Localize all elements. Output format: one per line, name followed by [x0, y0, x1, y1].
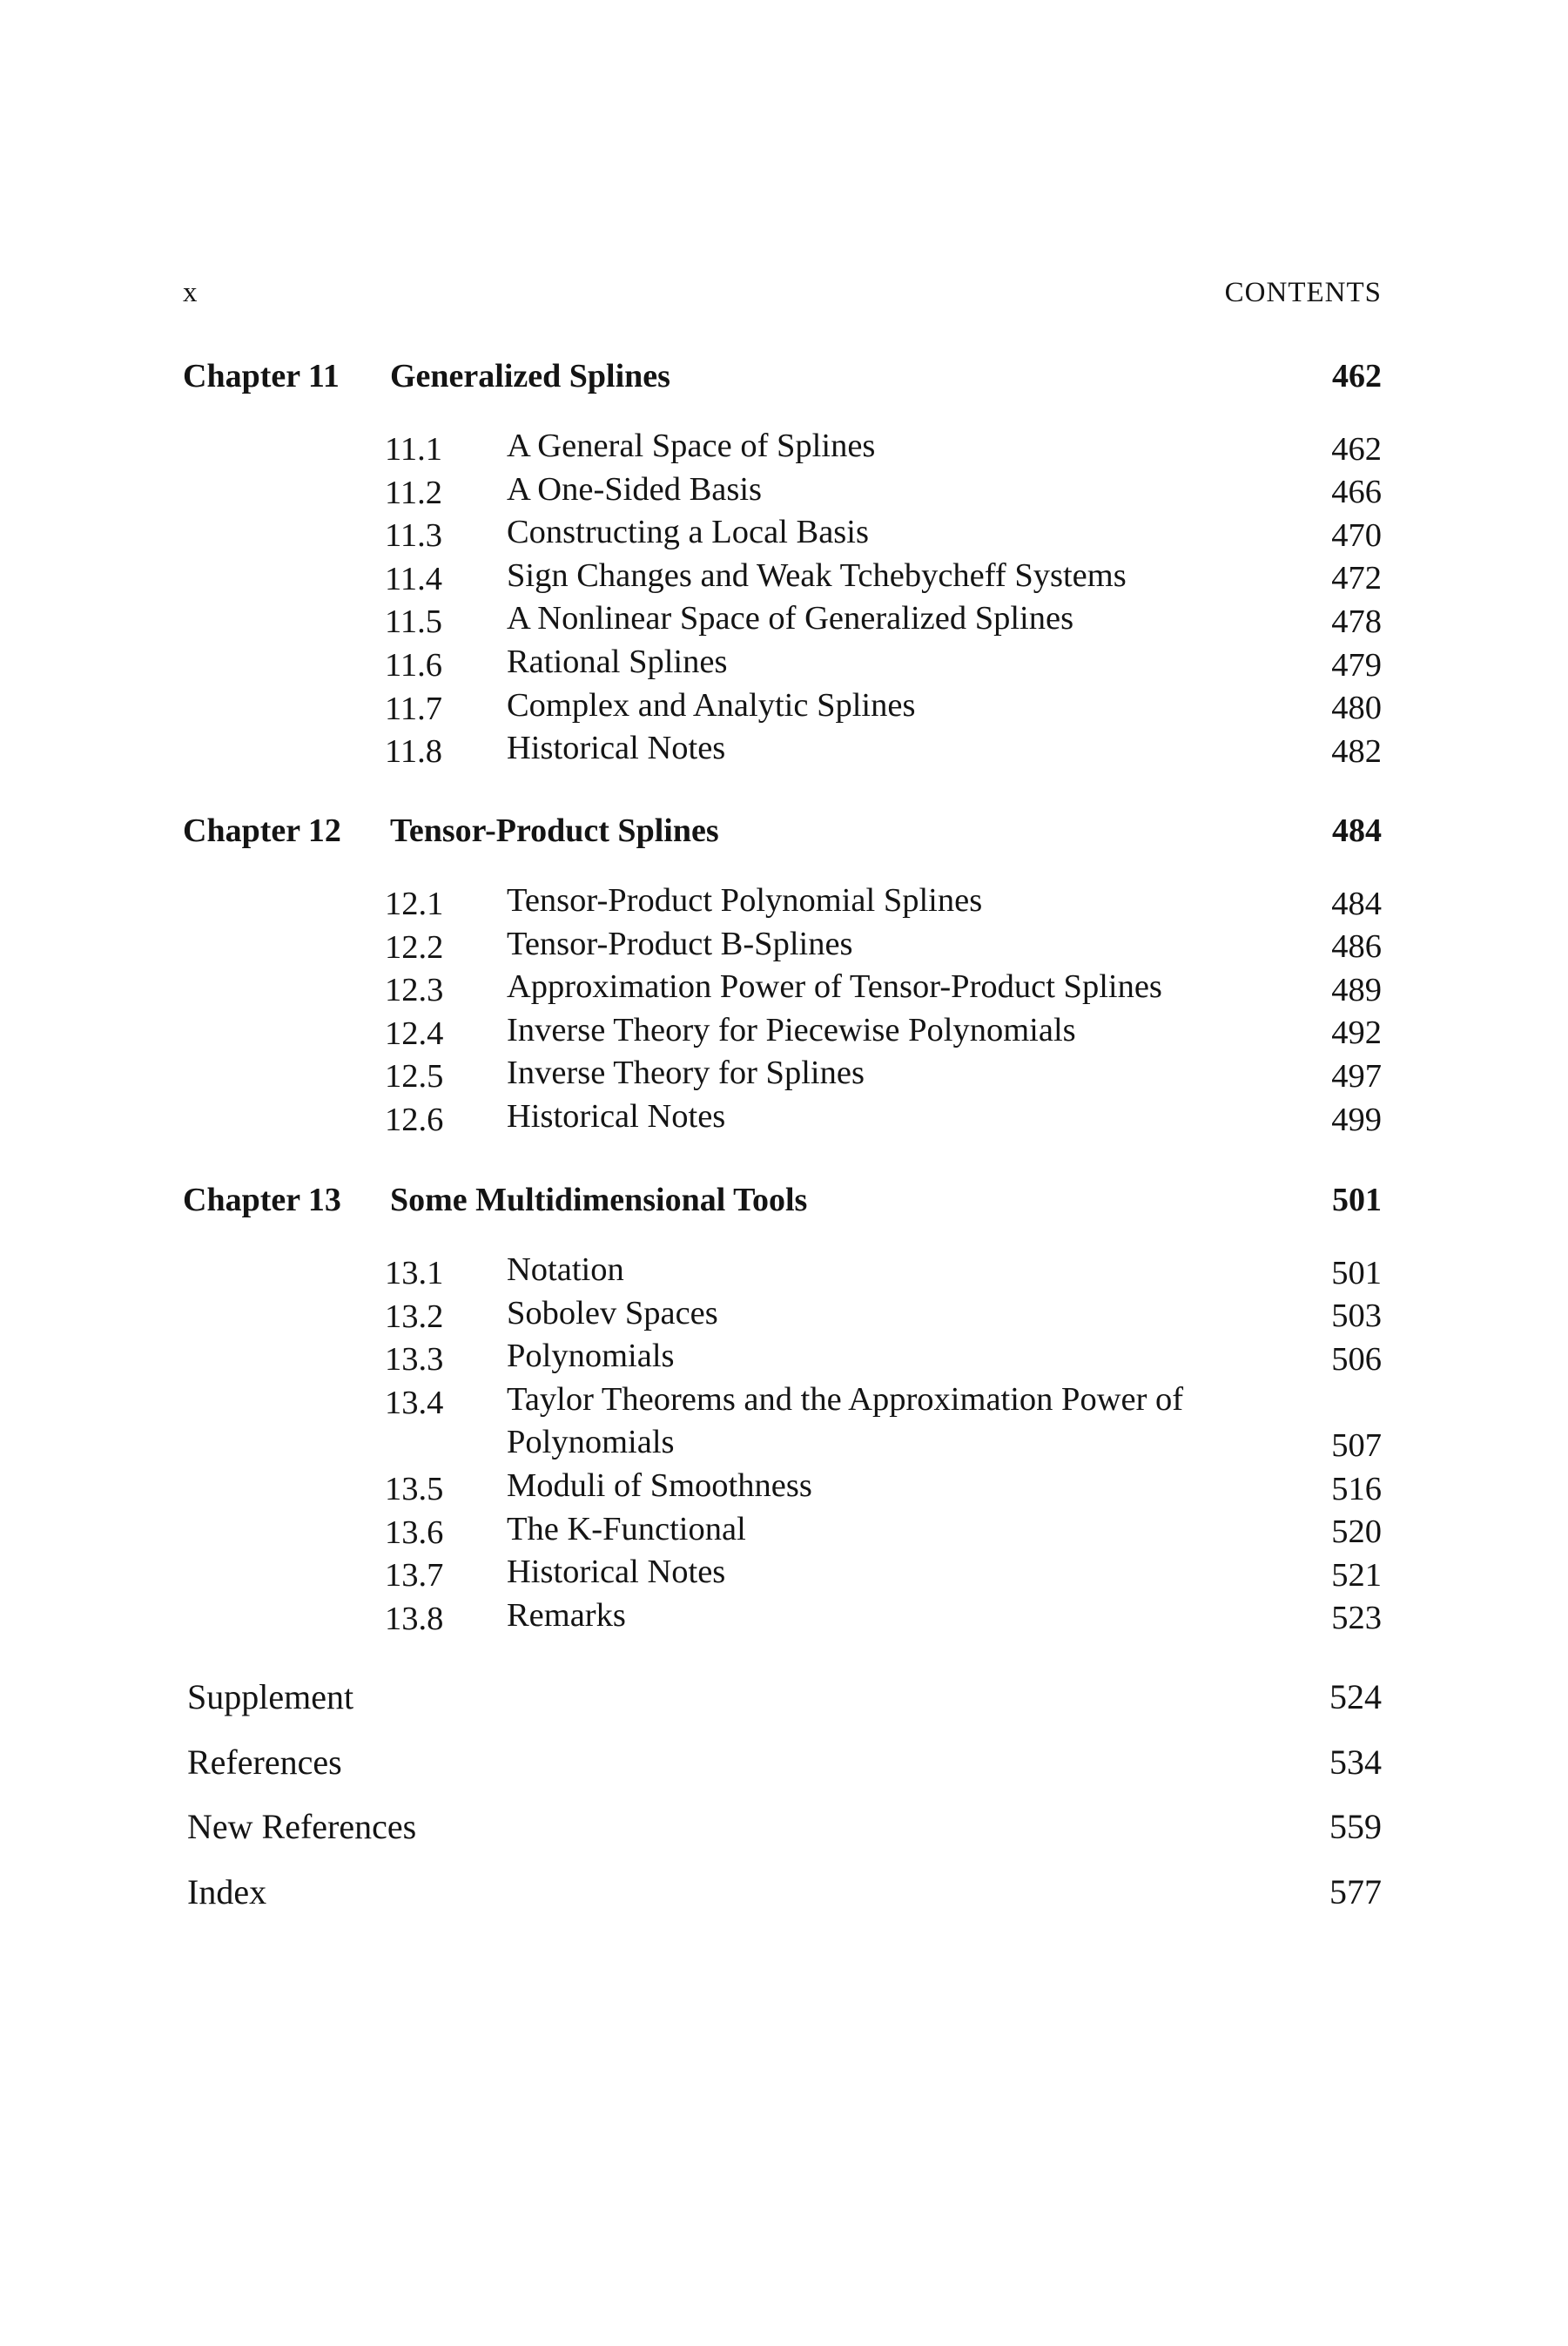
section-page-number: 486: [1331, 928, 1382, 966]
section-entry: [183, 1251, 1382, 1298]
section-number: 12.6: [385, 1101, 444, 1138]
section-page-number: 499: [1331, 1101, 1382, 1138]
section-number: 13.7: [385, 1557, 444, 1594]
section-entry: [183, 1057, 1382, 1101]
section-number: 11.1: [385, 431, 442, 468]
section-list: [183, 882, 1382, 1144]
section-entry: [183, 1294, 1382, 1341]
section-entry: [183, 1380, 1382, 1470]
section-number: 13.8: [385, 1600, 444, 1637]
chapter-page-number: 501: [1332, 1182, 1382, 1218]
section-number: 12.2: [385, 928, 444, 966]
section-title: Taylor Theorems and the Approximation Power of Polynomials: [507, 1380, 1184, 1461]
chapter-page-number: 484: [1332, 812, 1382, 849]
section-number: 13.2: [385, 1298, 444, 1335]
back-matter-label: Index: [187, 1871, 267, 1911]
section-entry: [183, 686, 1382, 733]
section-title: Inverse Theory for Piecewise Polynomials: [507, 1011, 1076, 1048]
section-title: Historical Notes: [507, 1554, 726, 1591]
section-title: Tensor-Product B-Splines: [507, 925, 853, 962]
section-page-number: 523: [1331, 1600, 1382, 1637]
section-title: Sobolev Spaces: [507, 1294, 718, 1331]
section-entry: [183, 968, 1382, 1015]
section-title: Moduli of Smoothness: [507, 1466, 812, 1504]
section-title: Approximation Power of Tensor-Product Splines: [507, 968, 1162, 1006]
section-page-number: 466: [1331, 474, 1382, 511]
section-number: 12.1: [385, 886, 444, 922]
back-matter-label: Supplement: [187, 1677, 354, 1716]
section-number: 11.6: [385, 646, 442, 684]
chapter-page-number: 462: [1332, 358, 1382, 394]
section-number: 11.3: [385, 517, 442, 555]
section-entry: [183, 1466, 1382, 1513]
section-number: 13.6: [385, 1513, 444, 1551]
section-title: Rational Splines: [507, 643, 728, 680]
section-number: 13.4: [385, 1384, 444, 1421]
section-entry: [183, 732, 1382, 776]
chapter-11-entry: [183, 357, 1382, 776]
section-title: A One-Sided Basis: [507, 470, 763, 508]
running-title: CONTENTS: [1224, 277, 1382, 308]
section-entry: [183, 1556, 1382, 1600]
section-list: [183, 1251, 1382, 1642]
back-matter-entry: [187, 1806, 1382, 1871]
chapter-title: Some Multidimensional Tools: [390, 1182, 808, 1218]
chapter-heading: [183, 812, 1382, 864]
back-matter-label: References: [187, 1742, 342, 1782]
section-entry: [183, 925, 1382, 972]
section-list: [183, 430, 1382, 776]
section-entry: [183, 1097, 1382, 1144]
section-page-number: 479: [1331, 646, 1382, 684]
back-matter-page-number: 577: [1329, 1871, 1382, 1911]
section-number: 11.7: [385, 690, 442, 727]
section-entry: [183, 430, 1382, 474]
section-entry: [183, 556, 1382, 603]
section-title: Historical Notes: [507, 1097, 726, 1135]
section-page-number: 501: [1331, 1254, 1382, 1291]
section-number: 13.5: [385, 1470, 444, 1507]
section-entry: [183, 600, 1382, 646]
chapter-label: Chapter 12: [183, 812, 341, 849]
section-number: 12.5: [385, 1058, 444, 1095]
section-title: A Nonlinear Space of Generalized Splines: [507, 600, 1074, 637]
chapter-heading: [183, 357, 1382, 409]
section-entry: [183, 1340, 1382, 1384]
section-title: The K-Functional: [507, 1510, 746, 1547]
section-page-number: 503: [1331, 1298, 1382, 1335]
section-number: 13.1: [385, 1255, 444, 1291]
back-matter-list: [187, 1676, 1382, 1936]
section-title: Sign Changes and Weak Tchebycheff Systems: [507, 556, 1127, 594]
section-number: 11.8: [385, 733, 442, 771]
section-number: 11.2: [385, 474, 442, 511]
section-title: Tensor-Product Polynomial Splines: [507, 882, 983, 919]
section-title: Inverse Theory for Splines: [507, 1055, 865, 1092]
back-matter-page-number: 524: [1329, 1677, 1382, 1716]
section-number: 11.4: [385, 560, 442, 597]
section-title: Polynomials: [507, 1338, 675, 1375]
chapter-13-entry: [183, 1181, 1382, 1642]
section-number: 11.5: [385, 603, 442, 641]
chapter-title: Generalized Splines: [390, 358, 670, 394]
back-matter-entry: [187, 1871, 1382, 1937]
section-page-number: 470: [1331, 516, 1382, 554]
section-entry: [183, 643, 1382, 690]
back-matter-page-number: 559: [1329, 1807, 1382, 1846]
section-page-number: 520: [1331, 1513, 1382, 1551]
section-number: 13.3: [385, 1341, 444, 1379]
back-matter-entry: [187, 1742, 1382, 1807]
section-entry: [183, 1510, 1382, 1557]
chapter-title: Tensor-Product Splines: [390, 812, 719, 849]
section-page-number: 482: [1331, 732, 1382, 770]
chapter-label: Chapter 13: [183, 1182, 341, 1218]
section-page-number: 506: [1331, 1340, 1382, 1378]
back-matter-page-number: 534: [1329, 1742, 1382, 1782]
section-entry: [183, 1011, 1382, 1058]
back-matter-entry: [187, 1676, 1382, 1742]
section-page-number: 497: [1331, 1057, 1382, 1095]
section-entry: [183, 1596, 1382, 1643]
section-entry: [183, 516, 1382, 560]
section-entry: [183, 470, 1382, 517]
section-title: A General Space of Splines: [507, 428, 876, 464]
section-title: Historical Notes: [507, 730, 726, 767]
section-number: 12.4: [385, 1015, 444, 1052]
section-page-number: 478: [1331, 603, 1382, 640]
section-title: Complex and Analytic Splines: [507, 686, 916, 724]
page-number: x: [183, 277, 199, 308]
section-page-number: 472: [1331, 560, 1382, 597]
section-page-number: 462: [1331, 430, 1382, 468]
section-title: Constructing a Local Basis: [507, 514, 869, 551]
section-number: 12.3: [385, 972, 444, 1009]
section-page-number: 516: [1331, 1470, 1382, 1507]
section-page-number: 489: [1331, 971, 1382, 1008]
chapter-heading: [183, 1181, 1382, 1233]
section-page-number: 507: [1331, 1426, 1382, 1464]
section-page-number: 521: [1331, 1556, 1382, 1594]
section-entry: [183, 882, 1382, 928]
section-page-number: 480: [1331, 690, 1382, 727]
section-title: Notation: [507, 1251, 624, 1288]
back-matter-label: New References: [187, 1807, 417, 1846]
section-title: Remarks: [507, 1596, 626, 1634]
chapter-12-entry: [183, 812, 1382, 1144]
section-page-number: 492: [1331, 1015, 1382, 1052]
section-page-number: 484: [1331, 885, 1382, 922]
chapter-label: Chapter 11: [183, 358, 340, 394]
